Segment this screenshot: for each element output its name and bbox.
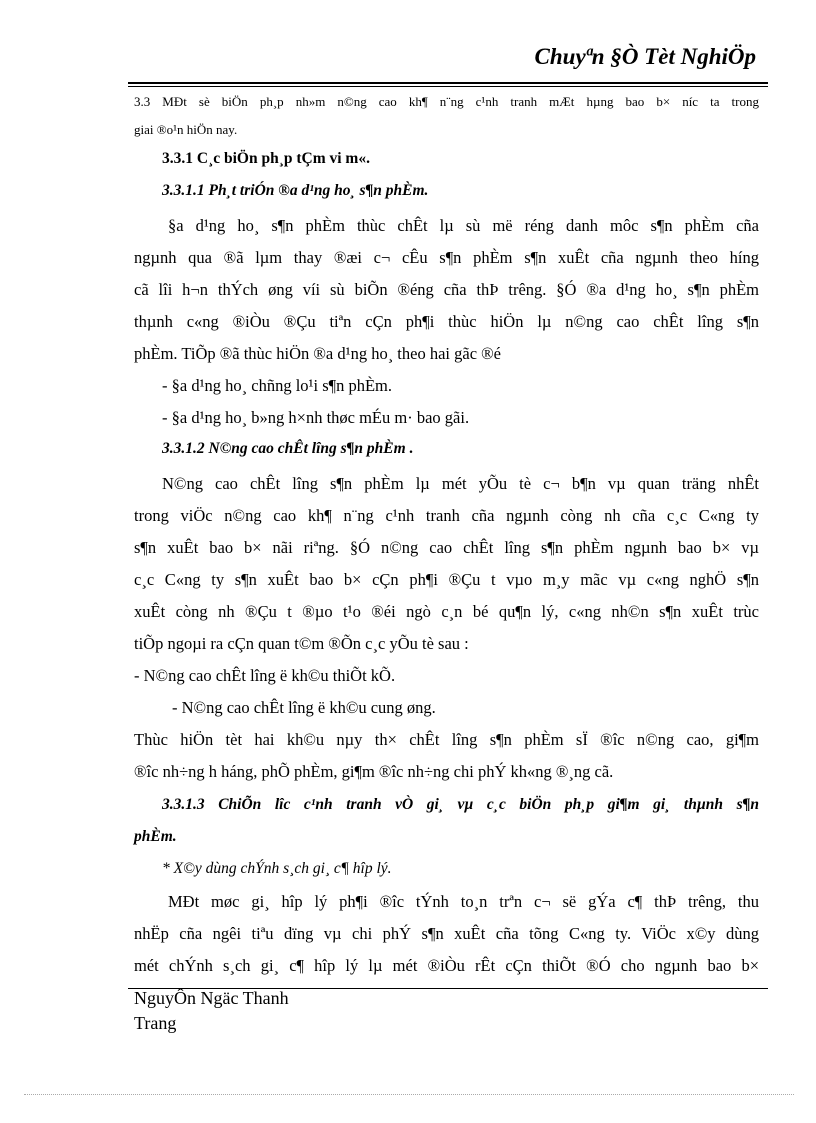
header-title: Chuyªn §Ò Tèt NghiÖp bbox=[534, 44, 756, 69]
bullet-item: - §a d¹ng ho¸ b»ng h×nh thøc mÉu m· bao gãi. bbox=[162, 408, 470, 427]
paragraph-1-line: thµnh c«ng ®iÒu ®Çu tiªn cÇn ph¶i thùc hiÖn lµ n©ng cao chÊt lîng s¶n bbox=[134, 312, 759, 331]
paragraph-2-line: N©ng cao chÊt lîng s¶n phÈm lµ mét yÕu tè c¬ b¶n vµ quan träng nhÊt bbox=[162, 474, 759, 493]
paragraph-4-line: MÐt møc gi¸ hîp lý ph¶i ®îc tÝnh to¸n trªn c¬ së gÝa c¶ thÞ trêng, thu bbox=[168, 892, 759, 911]
section-heading-3-3-1-2: 3.3.1.2 N©ng cao chÊt lîng s¶n phÈm . bbox=[162, 440, 414, 457]
paragraph-2-line: s¶n xuÊt bao b× nãi riªng. §Ó n©ng cao chÊt lîng s¶n phÈm ngµnh bao b× vµ bbox=[134, 538, 759, 557]
paragraph-3-line: ®îc nh÷ng h háng, phÕ phÈm, gi¶m ®îc nh÷ng chi phÝ kh«ng ®¸ng cã. bbox=[134, 762, 614, 781]
header-rule-thick bbox=[128, 82, 768, 84]
paragraph-2-line: tiÕp ngoµi ra cÇn quan t©m ®Õn c¸c yÕu tè sau : bbox=[134, 634, 469, 653]
paragraph-1-line: ngµnh qua ®ã lµm thay ®æi c¬ cÊu s¶n phÈm s¶n xuÊt cña ngµnh theo híng bbox=[134, 248, 759, 267]
paragraph-1-line: cã lîi h¬n thÝch øng víi sù biÕn ®éng cña thÞ trêng. §Ó ®a d¹ng ho¸ s¶n phÈm bbox=[134, 280, 759, 299]
section-heading-3-3-line2: giai ®o¹n hiÖn nay. bbox=[134, 122, 238, 137]
section-heading-3-3-1-3-line1: 3.3.1.3 ChiÕn lîc c¹nh tranh vÒ gi¸ vµ c¸c biÖn ph¸p gi¶m gi¸ thµnh s¶n bbox=[162, 796, 759, 813]
paragraph-2-line: trong viÖc n©ng cao kh¶ n¨ng c¹nh tranh cña ngµnh còng nh cña c¸c C«ng ty bbox=[134, 506, 759, 525]
section-heading-3-3-1-1: 3.3.1.1 Ph¸t triÓn ®a d¹ng ho¸ s¶n phÈm. bbox=[162, 182, 429, 199]
dash-item-supply: - N©ng cao chÊt lîng ë kh©u cung øng. bbox=[172, 698, 436, 717]
paragraph-4-line: mét chÝnh s¸ch gi¸ c¶ hîp lý lµ mét ®iÒu rÊt cÇn thiÕt ®Ó cho ngµnh bao b× bbox=[134, 956, 759, 975]
section-heading-3-3-1-3-line2: phÈm. bbox=[134, 828, 177, 845]
author-name-line1: NguyÔn Ngäc Thanh bbox=[134, 988, 289, 1008]
paragraph-4-line: nhËp cña ngêi tiªu dïng vµ chi phÝ s¶n xuÊt cña tõng C«ng ty. ViÖc x©y dùng bbox=[134, 924, 759, 943]
paragraph-3-line: Thùc hiÖn tèt hai kh©u nµy th× chÊt lîng s¶n phÈm sÏ ®îc n©ng cao, gi¶m bbox=[134, 730, 759, 749]
paragraph-2-line: xuÊt còng nh ®Çu t ®µo t¹o ®éi ngò c¸n bé qu¶n lý, c«ng nh©n s¶n xuÊt trùc bbox=[134, 602, 759, 621]
section-heading-3-3-line1: 3.3 MÐt sè biÖn ph¸p nh»m n©ng cao kh¶ n¨ng c¹nh tranh mÆt hµng bao b× níc ta trong bbox=[134, 94, 759, 109]
dash-item-design: - N©ng cao chÊt lîng ë kh©u thiÕt kÕ. bbox=[134, 666, 396, 685]
page-break-divider bbox=[24, 1094, 794, 1095]
paragraph-1-line: §a d¹ng ho¸ s¶n phÈm thùc chÊt lµ sù më réng danh môc s¶n phÈm cña bbox=[168, 216, 759, 235]
header-rule-thin bbox=[128, 86, 768, 87]
paragraph-2-line: c¸c C«ng ty s¶n xuÊt bao b× cÇn ph¶i ®Çu t vµo m¸y mãc vµ c«ng nghÖ s¶n bbox=[134, 570, 759, 589]
bullet-item: - §a d¹ng ho¸ chñng lo¹i s¶n phÈm. bbox=[162, 376, 393, 395]
footer-author bbox=[134, 986, 289, 1036]
paragraph-1-line: phÈm. TiÕp ®ã thùc hiÖn ®a d¹ng ho¸ theo hai gãc ®é bbox=[134, 344, 502, 363]
subheading-pricing-policy: * X©y dùng chÝnh s¸ch gi¸ c¶ hîp lý. bbox=[162, 860, 392, 877]
section-heading-3-3-1: 3.3.1 C¸c biÖn ph¸p tÇm vi m«. bbox=[162, 150, 370, 167]
author-name-line2: Trang bbox=[134, 1013, 177, 1033]
